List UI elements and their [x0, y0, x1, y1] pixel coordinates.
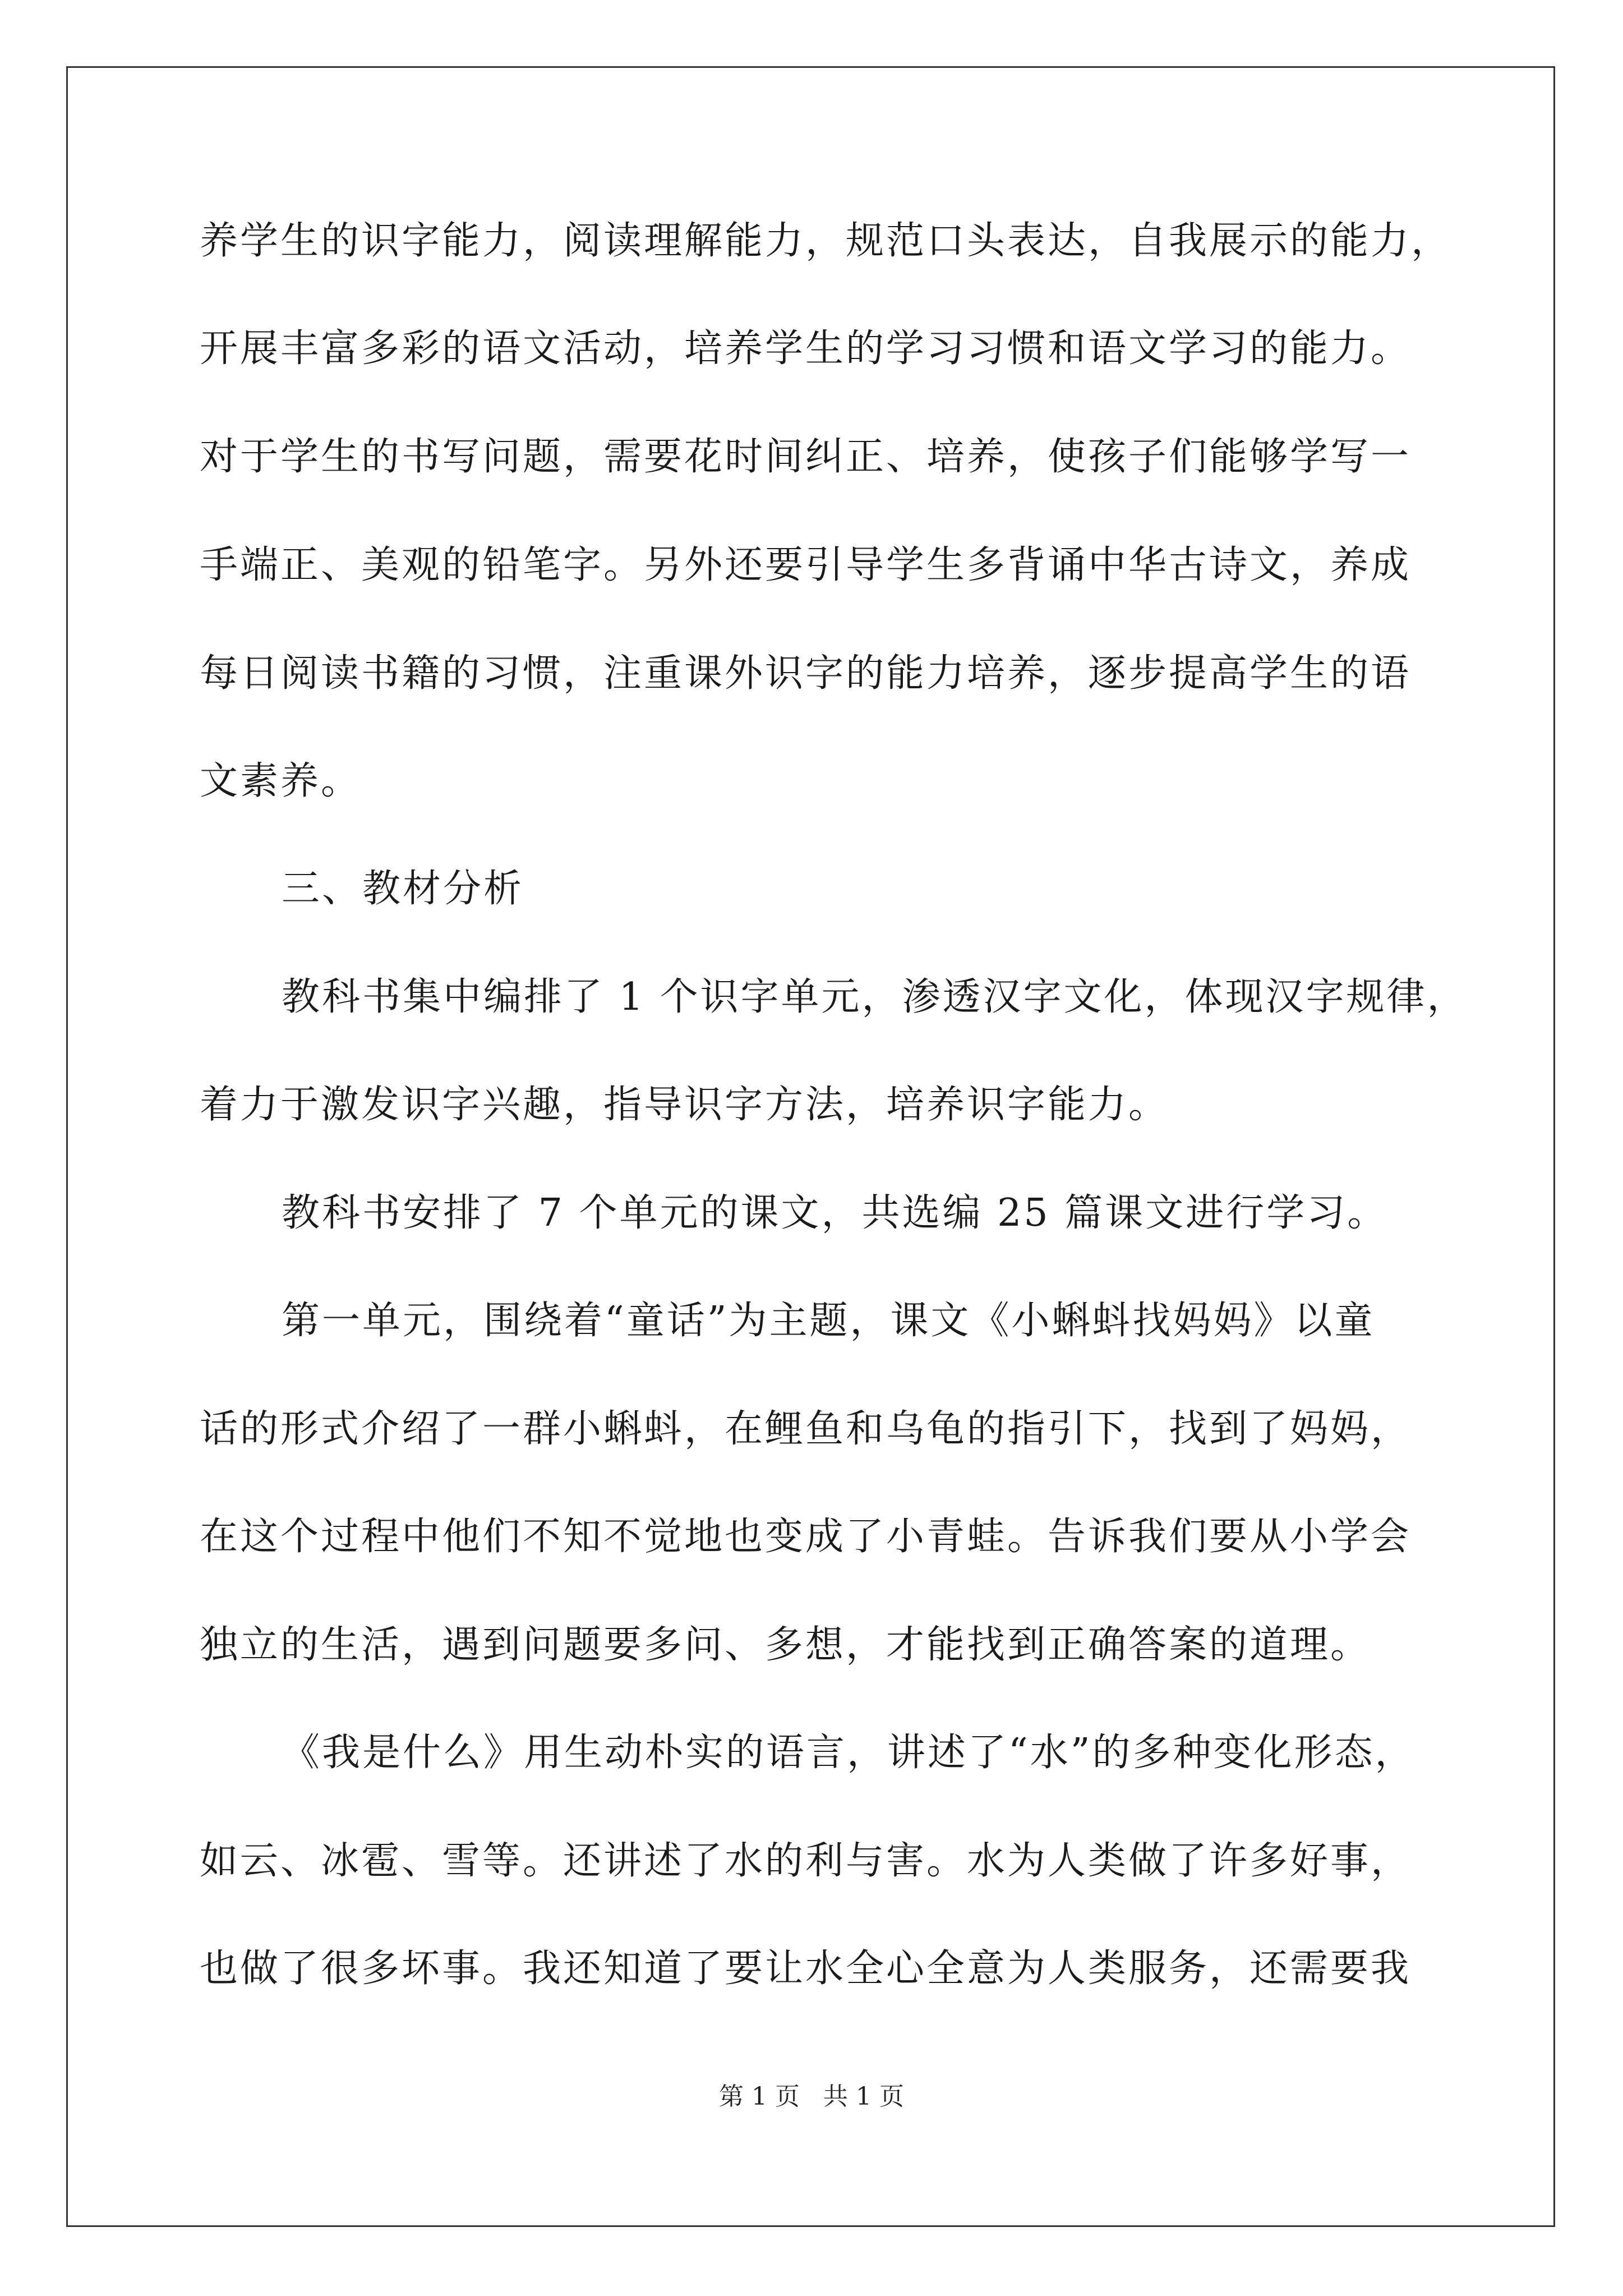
- text-line: 教科书集中编排了 1 个识字单元，渗透汉字文化，体现汉字规律，: [282, 975, 1468, 1019]
- text-line: 话的形式介绍了一群小蝌蚪，在鲤鱼和乌龟的指引下，找到了妈妈，: [200, 1407, 1412, 1451]
- text-line: 着力于激发识字兴趣，指导识字方法，培养识字能力。: [200, 1083, 1169, 1127]
- text-line: 第一单元，围绕着“童话”为主题，课文《小蝌蚪找妈妈》以童: [282, 1299, 1375, 1343]
- text-line: 对于学生的书写问题，需要花时间纠正、培养，使孩子们能够学写一: [200, 435, 1412, 479]
- text-line: 文素养。: [200, 759, 362, 803]
- page-footer: 第 1 页 共 1 页: [719, 2082, 904, 2111]
- text-line: 也做了很多坏事。我还知道了要让水全心全意为人类服务，还需要我: [200, 1947, 1412, 1991]
- text-line: 如云、冰雹、雪等。还讲述了水的利与害。水为人类做了许多好事，: [200, 1839, 1412, 1883]
- section-heading: 三、教材分析: [282, 867, 524, 911]
- text-line: 教科书安排了 7 个单元的课文，共选编 25 篇课文进行学习。: [282, 1191, 1388, 1235]
- text-line: 养学生的识字能力，阅读理解能力，规范口头表达，自我展示的能力，: [200, 219, 1452, 263]
- text-line: 手端正、美观的铅笔字。另外还要引导学生多背诵中华古诗文，养成: [200, 543, 1412, 587]
- text-line: 每日阅读书籍的习惯，注重课外识字的能力培养，逐步提高学生的语: [200, 651, 1412, 696]
- text-line: 《我是什么》用生动朴实的语言，讲述了“水”的多种变化形态，: [282, 1731, 1415, 1775]
- page-border: [66, 66, 1555, 2227]
- text-line: 开展丰富多彩的语文活动，培养学生的学习习惯和语文学习的能力。: [200, 326, 1412, 371]
- text-line: 在这个过程中他们不知不觉地也变成了小青蛙。告诉我们要从小学会: [200, 1515, 1412, 1559]
- text-line: 独立的生活，遇到问题要多问、多想，才能找到正确答案的道理。: [200, 1623, 1371, 1667]
